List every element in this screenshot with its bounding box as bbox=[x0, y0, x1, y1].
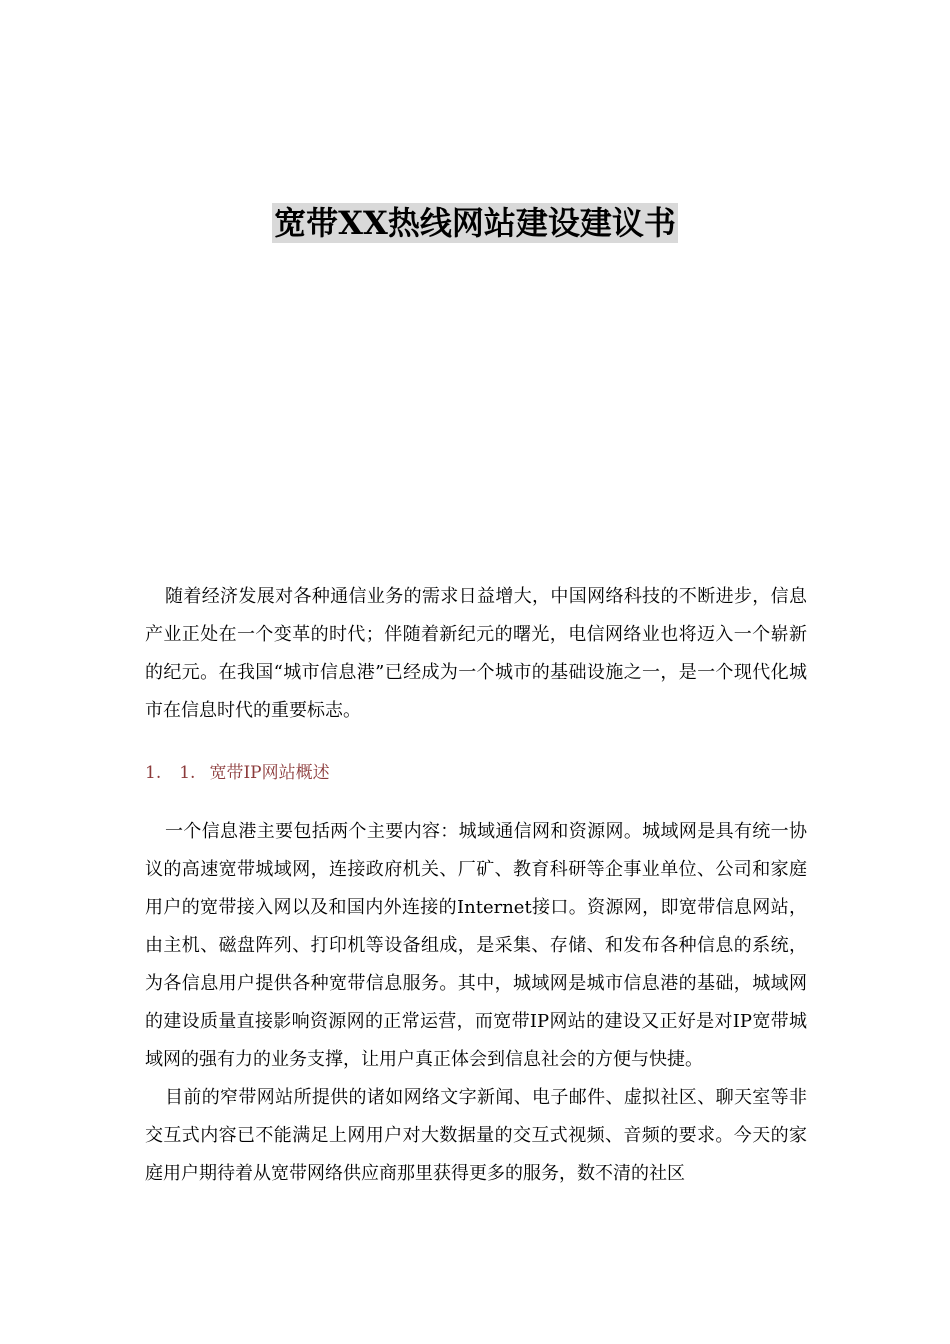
heading-number-1: 1. bbox=[145, 763, 162, 783]
document-title: 宽带XX热线网站建设建议书 bbox=[274, 204, 676, 242]
section-body bbox=[145, 813, 807, 1193]
section-heading bbox=[145, 755, 330, 791]
section-paragraph-1: 一个信息港主要包括两个主要内容：城域通信网和资源网。城域网是具有统一协议的高速宽带城域网，连接政府机关、厂矿、教育科研等企事业单位、公司和家庭用户的宽带接入网以及和国内外连接的Internet接口。资源网，即宽带信息网站，由主机、磁盘阵列、打印机等设备组成，是采集、存储、和发布各种信息的系统，为各信息用户提供各种宽带信息服务。其中，城域网是城市信息港的基础，城域网的建设质量直接影响资源网的正常运营，而宽带IP网站的建设又正好是对IP宽带城域网的强有力的业务支撑，让用户真正体会到信息社会的方便与快捷。 bbox=[145, 821, 807, 1070]
heading-number-2: 1. bbox=[179, 763, 196, 783]
heading-text: 宽带IP网站概述 bbox=[209, 763, 330, 783]
intro-section bbox=[145, 578, 807, 730]
intro-paragraph: 随着经济发展对各种通信业务的需求日益增大，中国网络科技的不断进步，信息产业正处在一个变革的时代；伴随着新纪元的曙光，电信网络业也将迈入一个崭新的纪元。在我国“城市信息港”已经成为一个城市的基础设施之一，是一个现代化城市在信息时代的重要标志。 bbox=[145, 586, 807, 721]
section-paragraph-2: 目前的窄带网站所提供的诸如网络文字新闻、电子邮件、虚拟社区、聊天室等非交互式内容已不能满足上网用户对大数据量的交互式视频、音频的要求。今天的家庭用户期待着从宽带网络供应商那里获得更多的服务，数不清的社区 bbox=[145, 1087, 807, 1184]
title-container bbox=[0, 203, 950, 243]
